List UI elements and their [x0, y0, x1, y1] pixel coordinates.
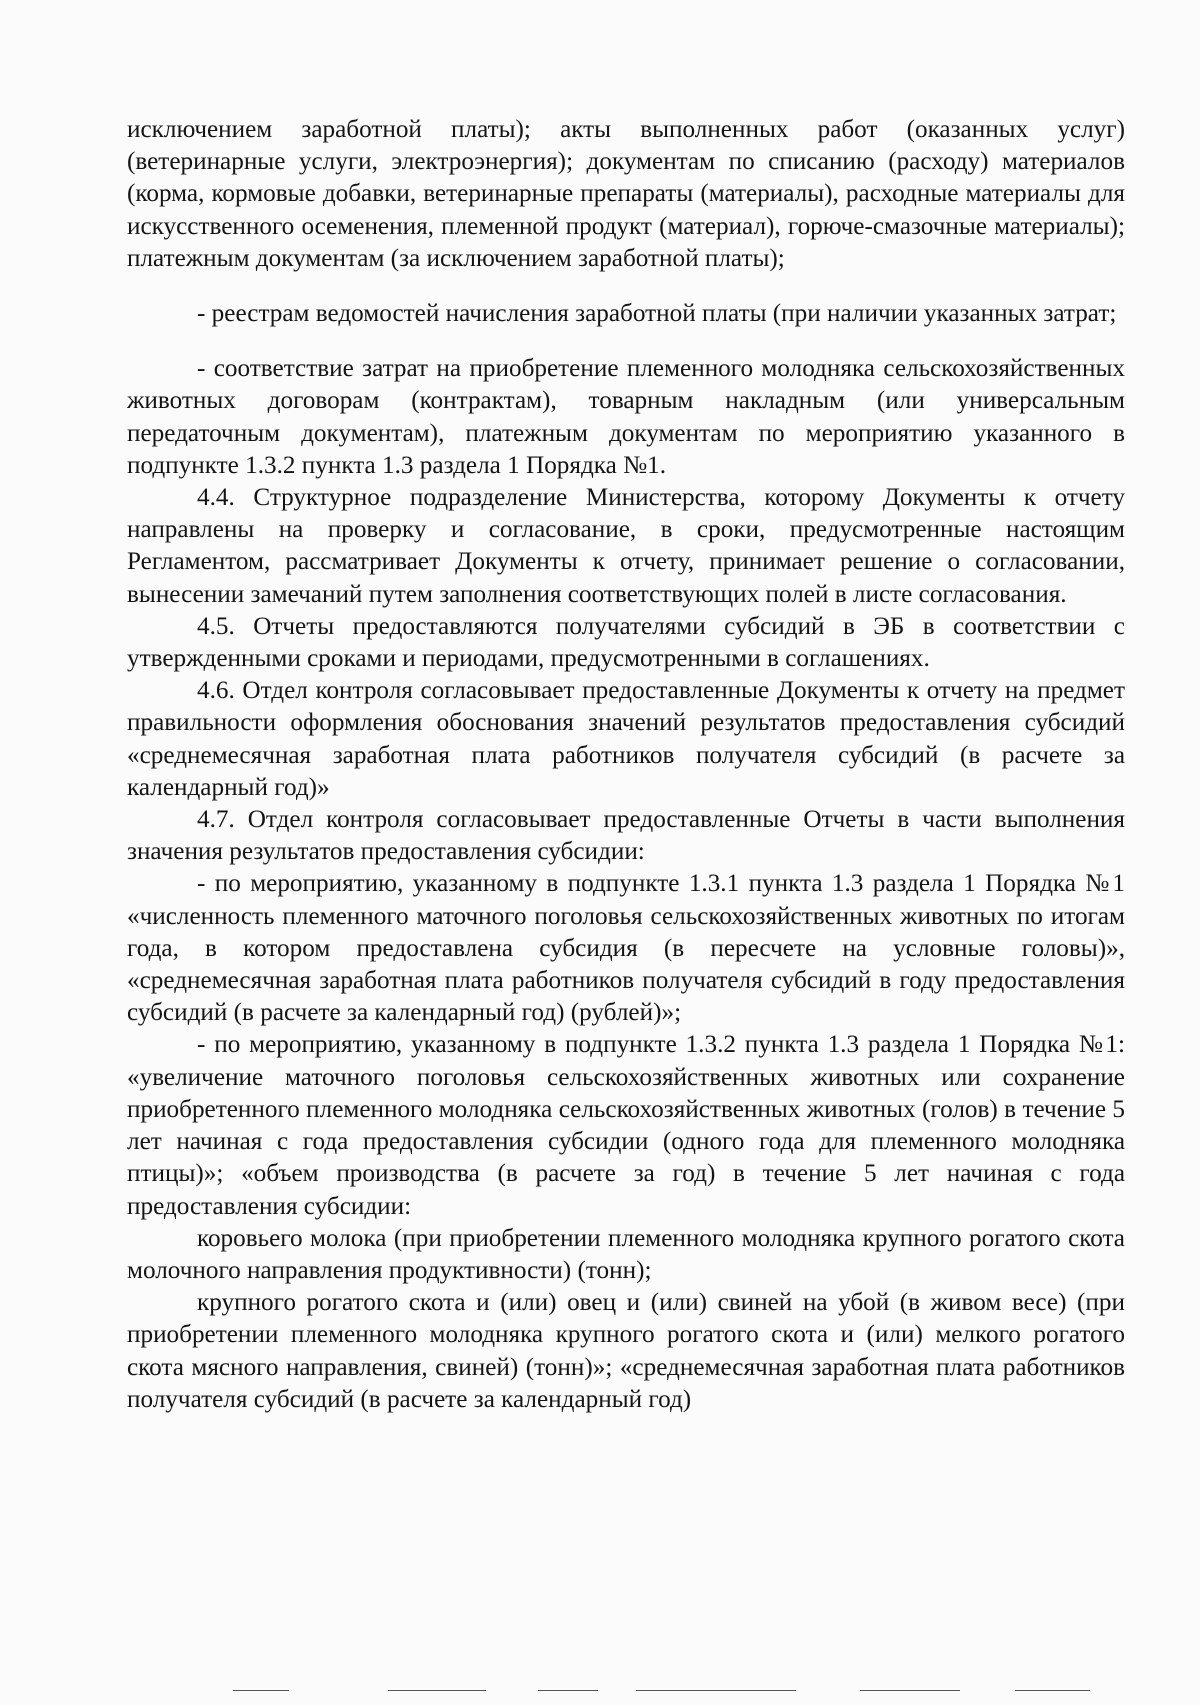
footer-rule: [388, 1690, 486, 1691]
paragraph-4-6: 4.6. Отдел контроля согласовывает предоставленные Документы к отчету на предмет правильности оформления обоснования значений результатов предоставления субсидий «среднемесячная заработная плата работников получателя субсидий (в расчете за календарный год)»: [127, 677, 1125, 801]
footer-rule: [860, 1690, 960, 1691]
paragraph-payroll-registers: - реестрам ведомостей начисления заработной платы (при наличии указанных затрат;: [197, 300, 1117, 328]
paragraph-4-4: 4.4. Структурное подразделение Министерства, которому Документы к отчету направлены на проверку и согласование, в сроки, предусмотренные настоящим Регламентом, рассматривает Документы к отчету, принимает решение о согласовании, вынесении замечаний путем заполнения соответствующих полей в листе согласования.: [127, 484, 1125, 608]
scan-footer-rules: [0, 1690, 1200, 1696]
footer-rule: [1015, 1690, 1090, 1691]
paragraph-4-7: 4.7. Отдел контроля согласовывает предоставленные Отчеты в части выполнения значения результатов предоставления субсидии:: [127, 806, 1125, 866]
footer-rule: [636, 1690, 796, 1691]
footer-rule: [538, 1690, 598, 1691]
document-body: [127, 114, 1125, 1416]
paragraph-cow-milk: коровьего молока (при приобретении племенного молодняка крупного рогатого скота молочного направления продуктивности) (тонн);: [127, 1224, 1125, 1284]
paragraph-young-stock-costs: - соответствие затрат на приобретение племенного молодняка сельскохозяйственных животных договорам (контрактам), товарным накладным (или универсальным передаточным документам), платежным документам по мероприятию указанного в подпункте 1.3.2 пункта 1.3 раздела 1 Порядка №1.: [127, 355, 1125, 479]
footer-rule: [233, 1690, 289, 1691]
paragraph-event-1-3-1: - по мероприятию, указанному в подпункте 1.3.1 пункта 1.3 раздела 1 Порядка №1 «численность племенного маточного поголовья сельскохозяйственных животных по итогам года, в котором предоставлена субсидия (в пересчете на условные головы)», «среднемесячная заработная плата работников получателя субсидий в году предоставления субсидий (в расчете за календарный год) (рублей)»;: [127, 870, 1125, 1027]
paragraph-4-5: 4.5. Отчеты предоставляются получателями субсидий в ЭБ в соответствии с утвержденными сроками и периодами, предусмотренными в соглашениях.: [127, 612, 1125, 673]
paragraph-continuation: исключением заработной платы); акты выполненных работ (оказанных услуг) (ветеринарные услуги, электроэнергия); документам по списанию (расходу) материалов (корма, кормовые добавки, ветеринарные препараты (материалы), расходные материалы для искусственного осеменения, племенной продукт (материал), горюче-смазочные материалы); платежным документам (за исключением заработной платы);: [127, 116, 1125, 272]
paragraph-livestock-slaughter: крупного рогатого скота и (или) овец и (или) свиней на убой (в живом весе) (при приобретении племенного молодняка крупного рогатого скота и (или) мелкого рогатого скота мясного направления, свиней) (тонн)»; «среднемесячная заработная плата работников получателя субсидий (в расчете за календарный год): [127, 1289, 1125, 1413]
paragraph-event-1-3-2: - по мероприятию, указанному в подпункте 1.3.2 пункта 1.3 раздела 1 Порядка №1: «увеличение маточного поголовья сельскохозяйственных животных или сохранение приобретенного племенного молодняка сельскохозяйственных животных (голов) в течение 5 лет начиная с года предоставления субсидии (одного года для племенного молодняка птицы)»; «объем производства (в расчете за год) в течение 5 лет начиная с года предоставления субсидии:: [127, 1031, 1125, 1220]
